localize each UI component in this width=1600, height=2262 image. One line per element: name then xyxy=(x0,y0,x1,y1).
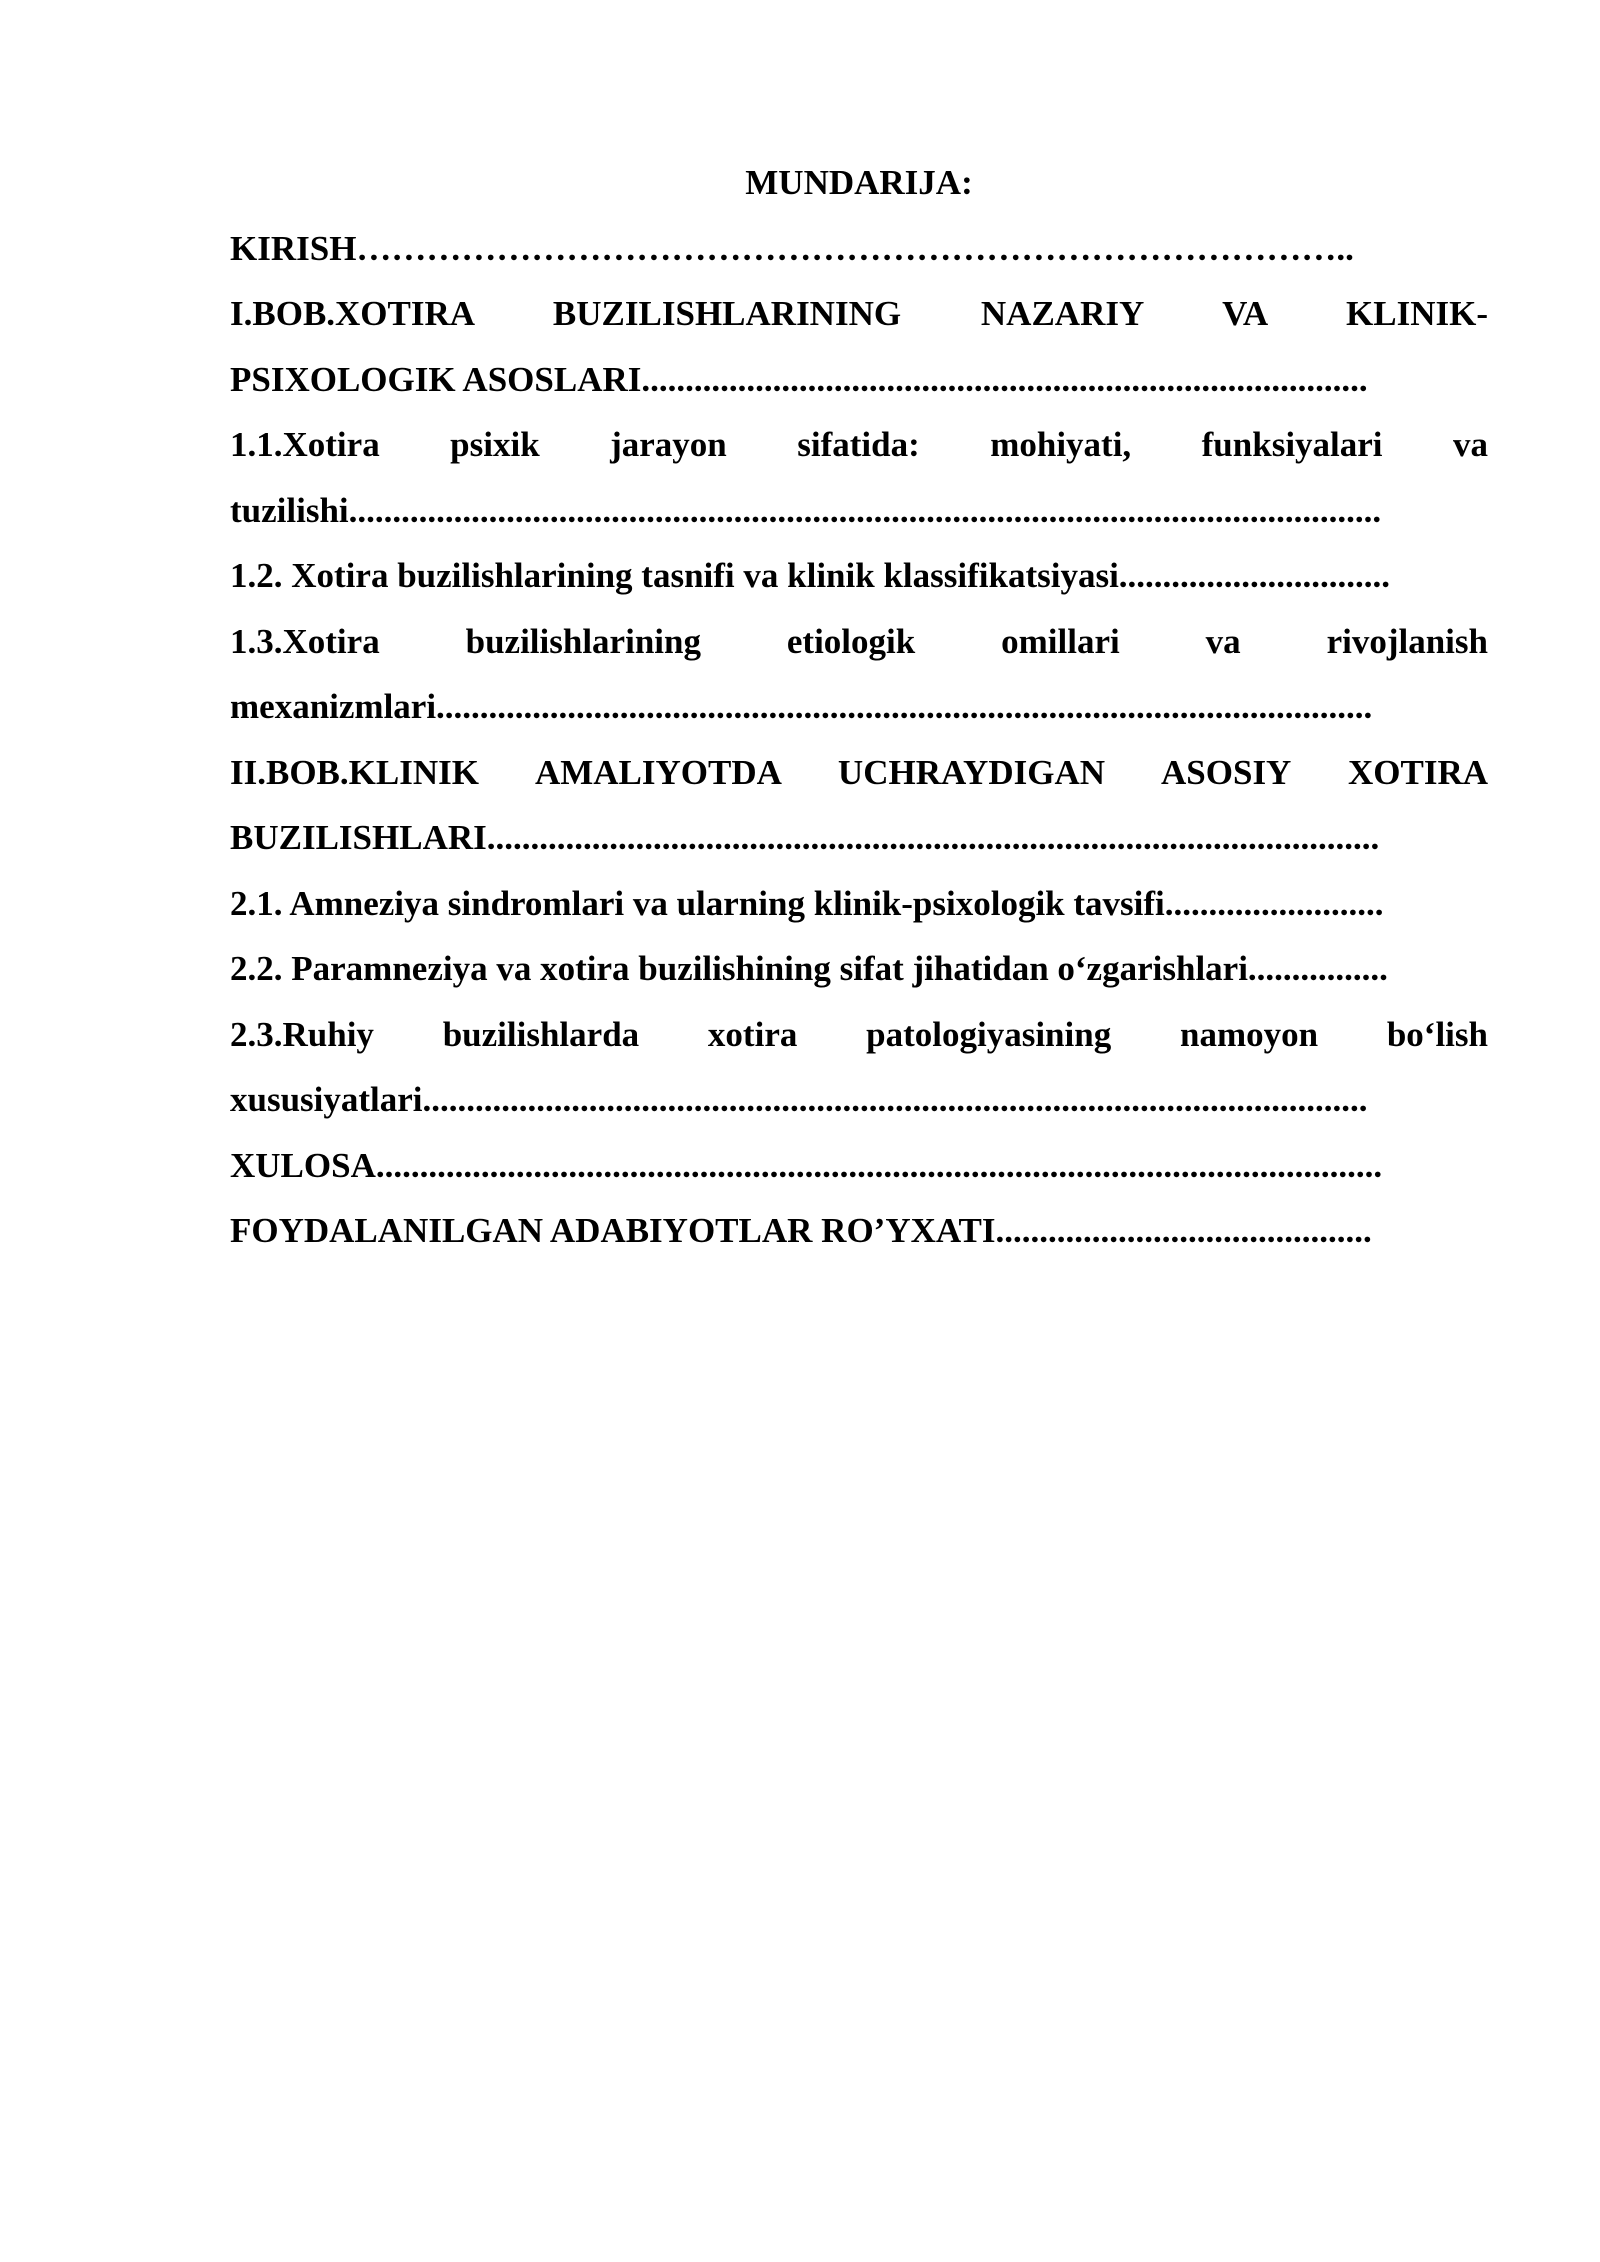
toc-entry-line: FOYDALANILGAN ADABIYOTLAR RO’YXATI........................................... xyxy=(230,1211,1372,1250)
toc-entry-section-2-3[interactable] xyxy=(230,1002,1488,1133)
toc-entry-line: II.BOB.KLINIK AMALIYOTDA UCHRAYDIGAN ASOSIY XOTIRA xyxy=(230,752,1488,792)
toc-entry-section-1-3[interactable] xyxy=(230,609,1488,740)
toc-entry-line: 2.1. Amneziya sindromlari va ularning klinik-psixologik tavsifi......................... xyxy=(230,883,1384,923)
toc-entry-section-1-2[interactable] xyxy=(230,543,1488,609)
toc-entry-line: mexanizmlari........................................................................................................... xyxy=(230,687,1373,726)
toc-entry-line: BUZILISHLARI...................................................................................................... xyxy=(230,818,1380,857)
toc-title: MUNDARIJA: xyxy=(745,163,973,202)
table-of-contents xyxy=(230,150,1488,1264)
toc-entry-line: XULOSA................................................................................................................... xyxy=(230,1145,1383,1185)
toc-entry-line: 1.1.Xotira psixik jarayon sifatida: mohiyati, funksiyalari va xyxy=(230,425,1488,464)
toc-entry-line: I.BOB.XOTIRA BUZILISHLARINING NAZARIY VA KLINIK- xyxy=(230,294,1488,333)
toc-entry-line: xususiyatlari............................................................................................................ xyxy=(230,1080,1368,1119)
toc-entry-line: 1.3.Xotira buzilishlarining etiologik omillari va rivojlanish xyxy=(230,621,1488,661)
toc-entry-line: KIRISH………………………………………………………………………….. xyxy=(230,228,1354,268)
toc-entry-chapter-2[interactable] xyxy=(230,740,1488,871)
toc-entry-line: 1.2. Xotira buzilishlarining tasnifi va klinik klassifikatsiyasi............................... xyxy=(230,556,1391,595)
toc-entry-line: PSIXOLOGIK ASOSLARI................................................................................... xyxy=(230,359,1368,399)
toc-entry-line: tuzilishi...................................................................................................................... xyxy=(230,490,1382,530)
toc-entry-section-2-2[interactable] xyxy=(230,936,1488,1002)
toc-entry-xulosa[interactable] xyxy=(230,1133,1488,1199)
toc-entry-chapter-1[interactable] xyxy=(230,281,1488,412)
toc-entry-line: 2.2. Paramneziya va xotira buzilishining sifat jihatidan o‘zgarishlari................ xyxy=(230,949,1388,988)
toc-entry-line: 2.3.Ruhiy buzilishlarda xotira patologiyasining namoyon bo‘lish xyxy=(230,1014,1488,1054)
toc-entry-section-1-1[interactable] xyxy=(230,412,1488,543)
toc-entry-kirish[interactable] xyxy=(230,216,1488,282)
toc-entry-bibliography[interactable] xyxy=(230,1198,1488,1264)
toc-entry-section-2-1[interactable] xyxy=(230,871,1488,937)
